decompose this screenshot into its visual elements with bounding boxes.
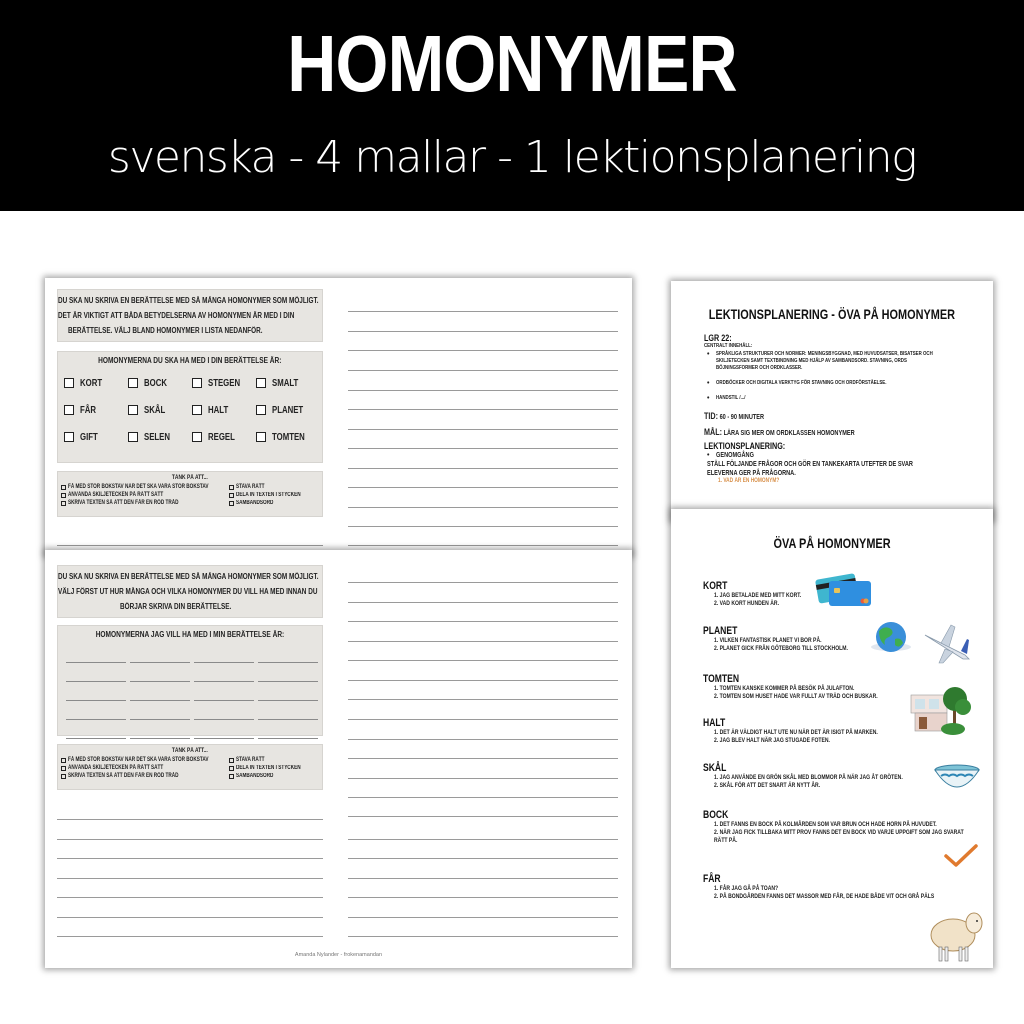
checklist-item[interactable]: ANVÄNDA SKILJETECKEN PÅ RÄTT SÄTT bbox=[61, 764, 229, 772]
checkbox-icon[interactable] bbox=[128, 378, 138, 388]
checklist-item[interactable]: STAVA RÄTT bbox=[229, 483, 319, 491]
template-page-1 bbox=[45, 278, 632, 556]
checklist-item[interactable]: ANVÄNDA SKILJETECKEN PÅ RÄTT SÄTT bbox=[61, 491, 229, 499]
checkbox-icon[interactable] bbox=[229, 758, 234, 763]
checkbox-icon[interactable] bbox=[128, 405, 138, 415]
think-about-title: TÄNK PÅ ATT... bbox=[172, 748, 208, 754]
entry-bock: BOCK 1. DET FANNS EN BOCK PÅ KOLMÅRDEN SOM VAR BRUN OCH HADE HORN PÅ HUVUDET. 2. NÄR JAG FICK TILLBAKA MITT PROV FANNS DET EN BOCK VID VARJE UPPGIFT SOM JAG SVARAT RÄTT PÅ. bbox=[703, 809, 964, 844]
instruction-line: BERÄTTELSE. VÄLJ BLAND HOMONYMER I LISTA NEDANFÖR. bbox=[68, 326, 263, 335]
word-checkbox-regel[interactable]: REGEL bbox=[192, 430, 256, 444]
think-about-box bbox=[57, 471, 323, 517]
word-checkbox-skal[interactable]: SKÅL bbox=[128, 403, 192, 417]
practice-page bbox=[671, 509, 993, 968]
checkbox-icon[interactable] bbox=[61, 758, 66, 763]
sheep-icon bbox=[927, 907, 987, 965]
checkbox-icon[interactable] bbox=[192, 432, 202, 442]
checkbox-icon[interactable] bbox=[192, 378, 202, 388]
author-credit: Amanda Nylander - frokenamandan bbox=[294, 952, 383, 958]
time-row: TID: 60 - 90 MINUTER bbox=[704, 411, 765, 421]
think-about-box bbox=[57, 744, 323, 790]
banner-title: HOMONYMER bbox=[287, 19, 737, 108]
curriculum-bullet: • SPRÅKLIGA STRUKTURER OCH NORMER: MENINGSBYGGNAD, MED HUVUDSATSER, BISATSER OCH SKILJETECKEN SAMT TEXTBINDNING MED HJÄLP AV SAMBANDSORD. STAVNING, ORDS BÖJNINGSFORMER OCH ORDKLASSER. bbox=[704, 351, 974, 372]
checkmark-icon bbox=[943, 843, 979, 869]
word-checkbox-far[interactable]: FÅR bbox=[64, 403, 128, 417]
word-checkbox-planet[interactable]: PLANET bbox=[256, 403, 320, 417]
checkbox-icon[interactable] bbox=[128, 432, 138, 442]
word-checkbox-tomten[interactable]: TOMTEN bbox=[256, 430, 320, 444]
checkbox-icon[interactable] bbox=[61, 774, 66, 779]
word-checkbox-selen[interactable]: SELEN bbox=[128, 430, 192, 444]
plan-bullet: • GENOMGÅNG bbox=[704, 452, 974, 460]
instruction-line: BÖRJAR SKRIVA DIN BERÄTTELSE. bbox=[120, 602, 232, 611]
word-checkbox-smalt[interactable]: SMALT bbox=[256, 376, 320, 390]
checkbox-icon[interactable] bbox=[192, 405, 202, 415]
instructions-box bbox=[57, 565, 323, 618]
chosen-words-title: HOMONYMERNA JAG VILL HA MED I MIN BERÄTTELSE ÄR: bbox=[95, 630, 285, 639]
bowl-icon bbox=[933, 764, 981, 790]
entry-kort: KORT 1. JAG BETALADE MED MITT KORT. 2. VAD KORT HUNDEN ÄR. bbox=[703, 580, 802, 607]
checkbox-icon[interactable] bbox=[229, 501, 234, 506]
plan-heading: LEKTIONSPLANERING: bbox=[704, 441, 786, 451]
instruction-line: DU SKA NU SKRIVA EN BERÄTTELSE MED SÅ MÅNGA HOMONYMER SOM MÖJLIGT. bbox=[58, 296, 319, 305]
entry-skal: SKÅL 1. JAG ANVÄNDE EN GRÖN SKÅL MED BLOMMOR PÅ NÄR JAG ÅT GRÖTEN. 2. SKÅL FÖR ATT DET SNART ÄR NYTT ÅR. bbox=[703, 762, 903, 789]
word-list-box bbox=[57, 351, 323, 463]
word-checklist bbox=[64, 376, 320, 444]
instruction-line: DU SKA NU SKRIVA EN BERÄTTELSE MED SÅ MÅNGA HOMONYMER SOM MÖJLIGT. bbox=[58, 572, 319, 581]
credit-cards-icon bbox=[815, 571, 875, 607]
checkbox-icon[interactable] bbox=[256, 378, 266, 388]
instruction-line: DET ÄR VIKTIGT ATT BÅDA BETYDELSERNA AV HOMONYMEN ÄR MED I DIN bbox=[58, 311, 295, 320]
entry-tomten: TOMTEN 1. TOMTEN KANSKE KOMMER PÅ BESÖK PÅ JULAFTON. 2. TOMTEN SOM HUSET HADE VAR FULLT AV TRÄD OCH BUSKAR. bbox=[703, 673, 878, 700]
curriculum-bullet: • HANDSTIL /.../ bbox=[704, 395, 974, 402]
airplane-icon bbox=[921, 621, 973, 665]
checklist-item[interactable]: FÅ MED STOR BOKSTAV NÄR DET SKA VARA STOR BOKSTAV bbox=[61, 756, 229, 764]
checkbox-icon[interactable] bbox=[256, 405, 266, 415]
instructions-box bbox=[57, 289, 323, 342]
question-1: 1. VAD ÄR EN HOMONYM? bbox=[718, 478, 780, 484]
lesson-plan-title: LEKTIONSPLANERING - ÖVA PÅ HOMONYMER bbox=[708, 306, 956, 322]
checkbox-icon[interactable] bbox=[61, 493, 66, 498]
word-checkbox-halt[interactable]: HALT bbox=[192, 403, 256, 417]
lgr-heading: LGR 22: bbox=[704, 333, 732, 343]
blank-word-lines[interactable] bbox=[66, 644, 318, 739]
lesson-plan-page bbox=[671, 281, 993, 521]
checklist-item[interactable]: FÅ MED STOR BOKSTAV NÄR DET SKA VARA STOR BOKSTAV bbox=[61, 483, 229, 491]
instruction-line: VÄLJ FÖRST UT HUR MÅNGA OCH VILKA HOMONYMER DU VILL HA MED INNAN DU bbox=[58, 587, 318, 596]
entry-far: FÅR 1. FÅR JAG GÅ PÅ TOAN? 2. PÅ BONDGÅRDEN FANNS DET MASSOR MED FÅR, DE HADE BÅDE VIT OCH GRÅ PÄLS bbox=[703, 873, 935, 900]
checkbox-icon[interactable] bbox=[61, 501, 66, 506]
template-page-2 bbox=[45, 550, 632, 968]
header-banner bbox=[0, 0, 1024, 211]
word-checkbox-gift[interactable]: GIFT bbox=[64, 430, 128, 444]
entry-planet: PLANET 1. VILKEN FANTASTISK PLANET VI BOR PÅ. 2. PLANET GICK FRÅN GÖTEBORG TILL STOCKHOLM. bbox=[703, 625, 848, 652]
checklist-item[interactable]: STAVA RÄTT bbox=[229, 756, 319, 764]
checklist-item[interactable]: SAMBANDSORD bbox=[229, 499, 319, 507]
checklist-item[interactable]: DELA IN TEXTEN I STYCKEN bbox=[229, 491, 319, 499]
goal-row: MÅL: LÄRA SIG MER OM ORDKLASSEN HOMONYMER bbox=[704, 427, 855, 437]
entry-halt: HALT 1. DET ÄR VÄLDIGT HALT UTE NU NÄR DET ÄR ISIGT PÅ MARKEN. 2. JAG BLEV HALT NÄR JAG STUGADE FOTEN. bbox=[703, 717, 878, 744]
checkbox-icon[interactable] bbox=[64, 378, 74, 388]
think-about-title: TÄNK PÅ ATT... bbox=[172, 475, 208, 481]
banner-subtitle: svenska - 4 mallar - 1 lektionsplanering bbox=[107, 132, 917, 183]
checkbox-icon[interactable] bbox=[64, 432, 74, 442]
word-checkbox-stegen[interactable]: STEGEN bbox=[192, 376, 256, 390]
word-checkbox-bock[interactable]: BOCK bbox=[128, 376, 192, 390]
checkbox-icon[interactable] bbox=[61, 766, 66, 771]
checklist-item[interactable]: DELA IN TEXTEN I STYCKEN bbox=[229, 764, 319, 772]
house-with-tree-icon bbox=[907, 681, 973, 737]
checkbox-icon[interactable] bbox=[229, 485, 234, 490]
checkbox-icon[interactable] bbox=[229, 493, 234, 498]
checkbox-icon[interactable] bbox=[229, 766, 234, 771]
checkbox-icon[interactable] bbox=[256, 432, 266, 442]
checklist-item[interactable]: SAMBANDSORD bbox=[229, 772, 319, 780]
globe-icon bbox=[869, 619, 913, 655]
checkbox-icon[interactable] bbox=[61, 485, 66, 490]
checklist-item[interactable]: SKRIVA TEXTEN SÅ ATT DEN FÅR EN RÖD TRÅD bbox=[61, 499, 229, 507]
central-content-label: CENTRALT INNEHÅLL: bbox=[704, 343, 753, 349]
checkbox-icon[interactable] bbox=[64, 405, 74, 415]
plan-text: STÄLL FÖLJANDE FRÅGOR OCH GÖR EN TANKEKARTA UTEFTER DE SVAR ELEVERNA GER PÅ FRÅGORNA. bbox=[707, 461, 913, 477]
checkbox-icon[interactable] bbox=[229, 774, 234, 779]
practice-title: ÖVA PÅ HOMONYMER bbox=[773, 535, 891, 551]
word-list-title: HOMONYMERNA DU SKA HA MED I DIN BERÄTTELSE ÄR: bbox=[98, 356, 282, 365]
curriculum-bullet: • ORDBÖCKER OCH DIGITALA VERKTYG FÖR STAVNING OCH ORDFÖRSTÅELSE. bbox=[704, 380, 974, 387]
checklist-item[interactable]: SKRIVA TEXTEN SÅ ATT DEN FÅR EN RÖD TRÅD bbox=[61, 772, 229, 780]
word-checkbox-kort[interactable]: KORT bbox=[64, 376, 128, 390]
chosen-words-box bbox=[57, 625, 323, 736]
